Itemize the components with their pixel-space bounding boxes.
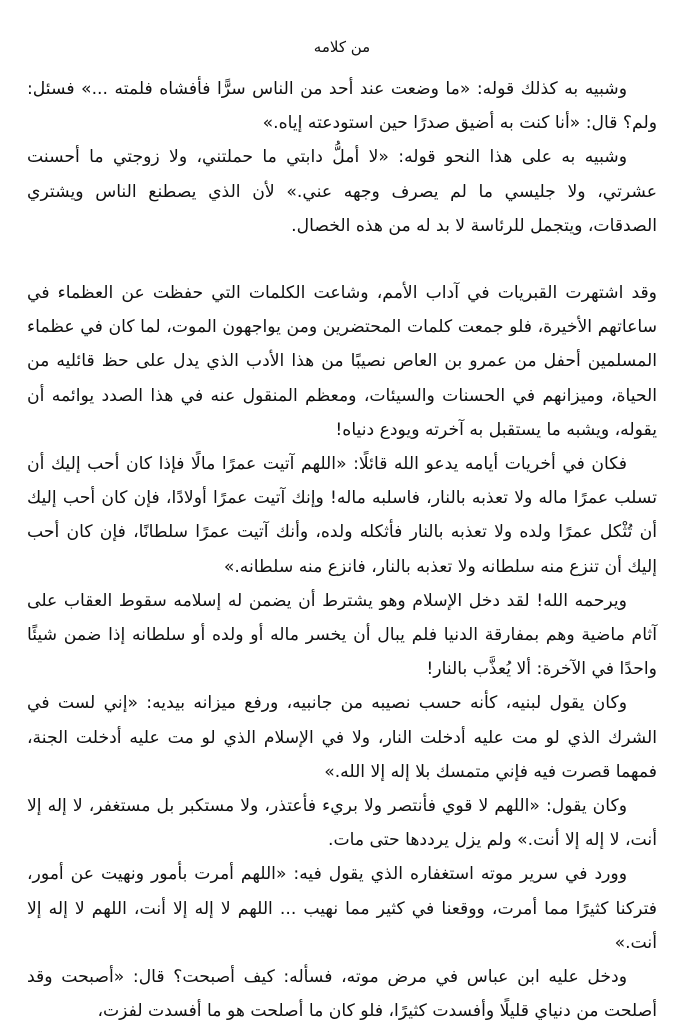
page-body [27,72,657,1028]
paragraph: وشبيه به على هذا النحو قوله: «لا أملُّ دابتي ما حملتني، ولا زوجتي ما أحسنت عشرتي، ولا جليسي ما لم يصرف وجهه عني.» لأن الذي يصطنع الناس ويشتري الصدقات، ويتجمل للرئاسة لا بد له من هذه الخصال. [27,147,657,236]
paragraph: وقد اشتهرت القبريات في آداب الأمم، وشاعت الكلمات التي حفظت عن العظماء في ساعاتهم الأخيرة، فلو جمعت كلمات المحتضرين ومن يواجهون الموت، لما كان في عظماء المسلمين أحفل من عمرو بن العاص نصيبًا من هذا الأدب الذي يدل على حظ قائليه من الحياة، وميزانهم في الحسنات والسيئات، ومعظم المنقول عنه في هذا الصدد يوائمه أن يقوله، ويشبه ما يستقبل به آخرته ويودع دنياه! [27,283,657,440]
paragraph: وكان يقول لبنيه، كأنه حسب نصيبه من جانبيه، ورفع ميزانه بيديه: «إني لست في الشرك الذي لو مت عليه أدخلت النار، ولا في الإسلام الذي لو مت عليه أدخلت الجنة، فمهما قصرت فيه فإني متمسك بلا إله إلا الله.» [27,693,657,782]
paragraph: وكان يقول: «اللهم لا قوي فأنتصر ولا بريء فأعتذر، ولا مستكبر بل مستغفر، لا إله إلا أنت، لا إله إلا أنت.» ولم يزل يرددها حتى مات. [27,796,657,851]
paragraph: وشبيه به كذلك قوله: «ما وضعت عند أحد من الناس سرًّا فأفشاه فلمته ...» فسئل: ولم؟ قال: «أنا كنت به أضيق صدرًا حين استودعته إياه.» [27,79,657,134]
running-head: من كلامه [313,38,371,56]
paragraph: ودخل عليه ابن عباس في مرض موته، فسأله: كيف أصبحت؟ قال: «أصبحت وقد أصلحت من دنياي قليلًا وأفسدت كثيرًا، فلو كان ما أصلحت هو ما أفسدت لفزت، [27,967,657,1022]
paragraph: ويرحمه الله! لقد دخل الإسلام وهو يشترط أن يضمن له إسلامه سقوط العقاب على آثام ماضية وهم بمفارقة الدنيا فلم يبال أن يخسر ماله أو ولده أو سلطانه إذا ضمن شيئًا واحدًا في الآخرة: ألا يُعذَّب بالنار! [27,590,657,680]
paragraph: فكان في أخريات أيامه يدعو الله قائلًا: «اللهم آتيت عمرًا مالًا فإذا كان أحب إليك أن تسلب عمرًا ماله ولا تعذبه بالنار، فاسلبه ماله! وإنك آتيت عمرًا أولادًا، فإن كان أحب إليك أن تُثْكل عمرًا ولده ولا تعذبه بالنار فأثكله ولده، وأنك آتيت عمرًا سلطانًا، فإن كان أحب إليك أن تنزع منه سلطانه ولا تعذبه بالنار، فانزع منه سلطانه.» [27,454,657,577]
section-break [27,243,657,276]
paragraph: وورد في سرير موته استغفاره الذي يقول فيه: «اللهم أمرت بأمور ونهيت عن أمور، فتركنا كثيرًا مما أمرت، ووقعنا في كثير مما نهيب ... اللهم لا إله إلا أنت، اللهم لا إله إلا أنت.» [27,864,657,953]
